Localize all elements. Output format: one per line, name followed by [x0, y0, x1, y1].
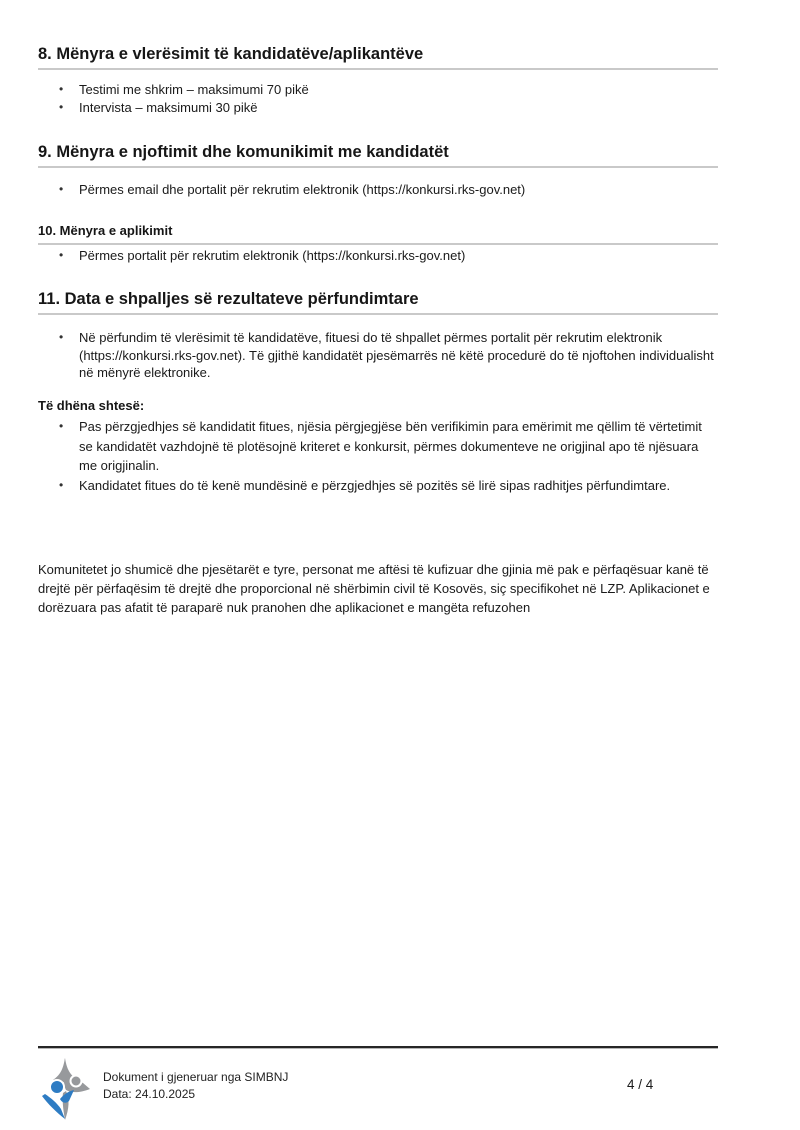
footer-generated-by: Dokument i gjeneruar nga SIMBNJ: [103, 1070, 289, 1084]
additional-info-bullet-list: [38, 417, 718, 495]
bullet-item: • Testimi me shkrim – maksimumi 70 pikë: [38, 81, 718, 99]
section-8-heading: 8. Mënyra e vlerësimit të kandidatëve/aplikantëve: [38, 44, 718, 70]
bullet-item: • Kandidatet fitues do të kenë mundësinë e përzgjedhjes së pozitës së lirë sipas radhitjes përfundimtare.: [38, 476, 718, 496]
footer-text-block: [103, 1069, 288, 1103]
section-8-bullet-list: [38, 81, 718, 116]
section-10-heading: 10. Mënyra e aplikimit: [38, 223, 718, 245]
bullet-item: • Në përfundim të vlerësimit të kandidatëve, fituesi do të shpallet përmes portalit për rekrutim elektronik (https://konkursi.rks-gov.net). Të gjithë kandidatët pjesëmarrës në këtë procedurë do të njoftohen individualisht në mënyrë elektronike.: [38, 329, 718, 382]
section-10-bullet-list: [38, 247, 718, 265]
footer-divider: [38, 1046, 718, 1048]
bullet-item: • Intervista – maksimumi 30 pikë: [38, 99, 718, 117]
page-number: 4 / 4: [627, 1077, 654, 1092]
section-11-bullet-list: [38, 329, 718, 382]
bullet-item: • Përmes email dhe portalit për rekrutim elektronik (https://konkursi.rks-gov.net): [38, 181, 718, 199]
section-9-bullet-list: [38, 181, 718, 199]
footer-date: Data: 24.10.2025: [103, 1087, 196, 1101]
section-11-heading: 11. Data e shpalljes së rezultateve përfundimtare: [38, 289, 718, 315]
simbnj-logo-svg: [38, 1057, 91, 1121]
closing-paragraph: Komunitetet jo shumicë dhe pjesëtarët e tyre, personat me aftësi të kufizuar dhe gjinia më pak e përfaqësuar kanë të drejtë për përfaqësim të drejtë dhe proporcional në shërbimin civil të Kosovës, siç specifikohet në LZP. Aplikacionet e dorëzuara pas afatit të paraparë nuk pranohen dhe aplikacionet e mangëta refuzohen: [38, 562, 710, 615]
section-9-heading: 9. Mënyra e njoftimit dhe komunikimit me kandidatët: [38, 142, 718, 168]
simbnj-logo-icon: [38, 1057, 91, 1121]
bullet-item: • Pas përzgjedhjes së kandidatit fitues, njësia përgjegjëse bën verifikimin para emërimit me qëllim të vërtetimit se kandidatët vazhdojnë të plotësojnë kriteret e konkursit, përmes dokumenteve ne origjinal apo të njësuara me origjinalin.: [38, 417, 718, 476]
bullet-item: • Përmes portalit për rekrutim elektronik (https://konkursi.rks-gov.net): [38, 247, 718, 265]
additional-info-label: Të dhëna shtesë:: [38, 398, 145, 413]
